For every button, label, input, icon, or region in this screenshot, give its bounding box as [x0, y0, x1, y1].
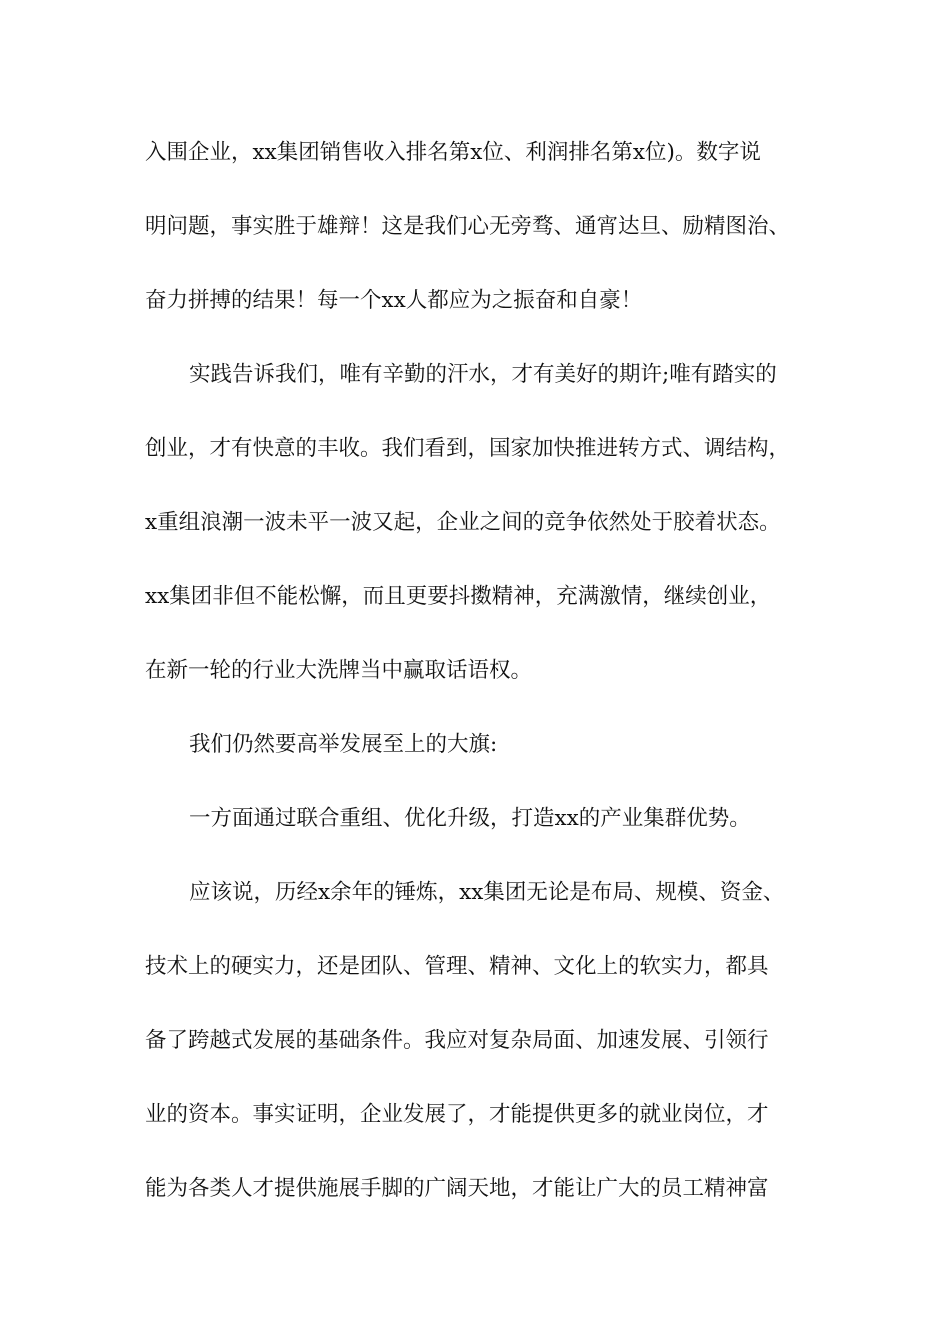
- text-line: 明问题，事实胜于雄辩！这是我们心无旁骛、通宵达旦、励精图治、: [145, 214, 791, 239]
- text-line: 业的资本。事实证明，企业发展了，才能提供更多的就业岗位，才: [145, 1102, 769, 1127]
- text-line: 入围企业，xx集团销售收入排名第x位、利润排名第x位)。数字说: [145, 140, 761, 165]
- text-line: 一方面通过联合重组、优化升级，打造xx的产业集群优势。: [189, 806, 751, 831]
- text-line: 应该说，历经x余年的锤炼，xx集团无论是布局、规模、资金、: [189, 880, 785, 905]
- text-line: 能为各类人才提供施展手脚的广阔天地，才能让广大的员工精神富: [145, 1176, 769, 1201]
- text-line: 奋力拼搏的结果！每一个xx人都应为之振奋和自豪！: [145, 288, 643, 313]
- text-line: xx集团非但不能松懈，而且更要抖擞精神，充满激情，继续创业，: [145, 584, 772, 609]
- text-line: 备了跨越式发展的基础条件。我应对复杂局面、加速发展、引领行: [145, 1028, 769, 1053]
- text-line: x重组浪潮一波未平一波又起，企业之间的竞争依然处于胶着状态。: [145, 510, 781, 535]
- text-line: 技术上的硬实力，还是团队、管理、精神、文化上的软实力，都具: [145, 954, 769, 979]
- document-body: [145, 131, 825, 1241]
- text-line: 实践告诉我们，唯有辛勤的汗水，才有美好的期许;唯有踏实的: [189, 362, 777, 387]
- text-line: 在新一轮的行业大洗牌当中赢取话语权。: [145, 658, 533, 683]
- text-line: 我们仍然要高举发展至上的大旗:: [189, 732, 498, 757]
- text-line: 创业，才有快意的丰收。我们看到，国家加快推进转方式、调结构，: [145, 436, 791, 461]
